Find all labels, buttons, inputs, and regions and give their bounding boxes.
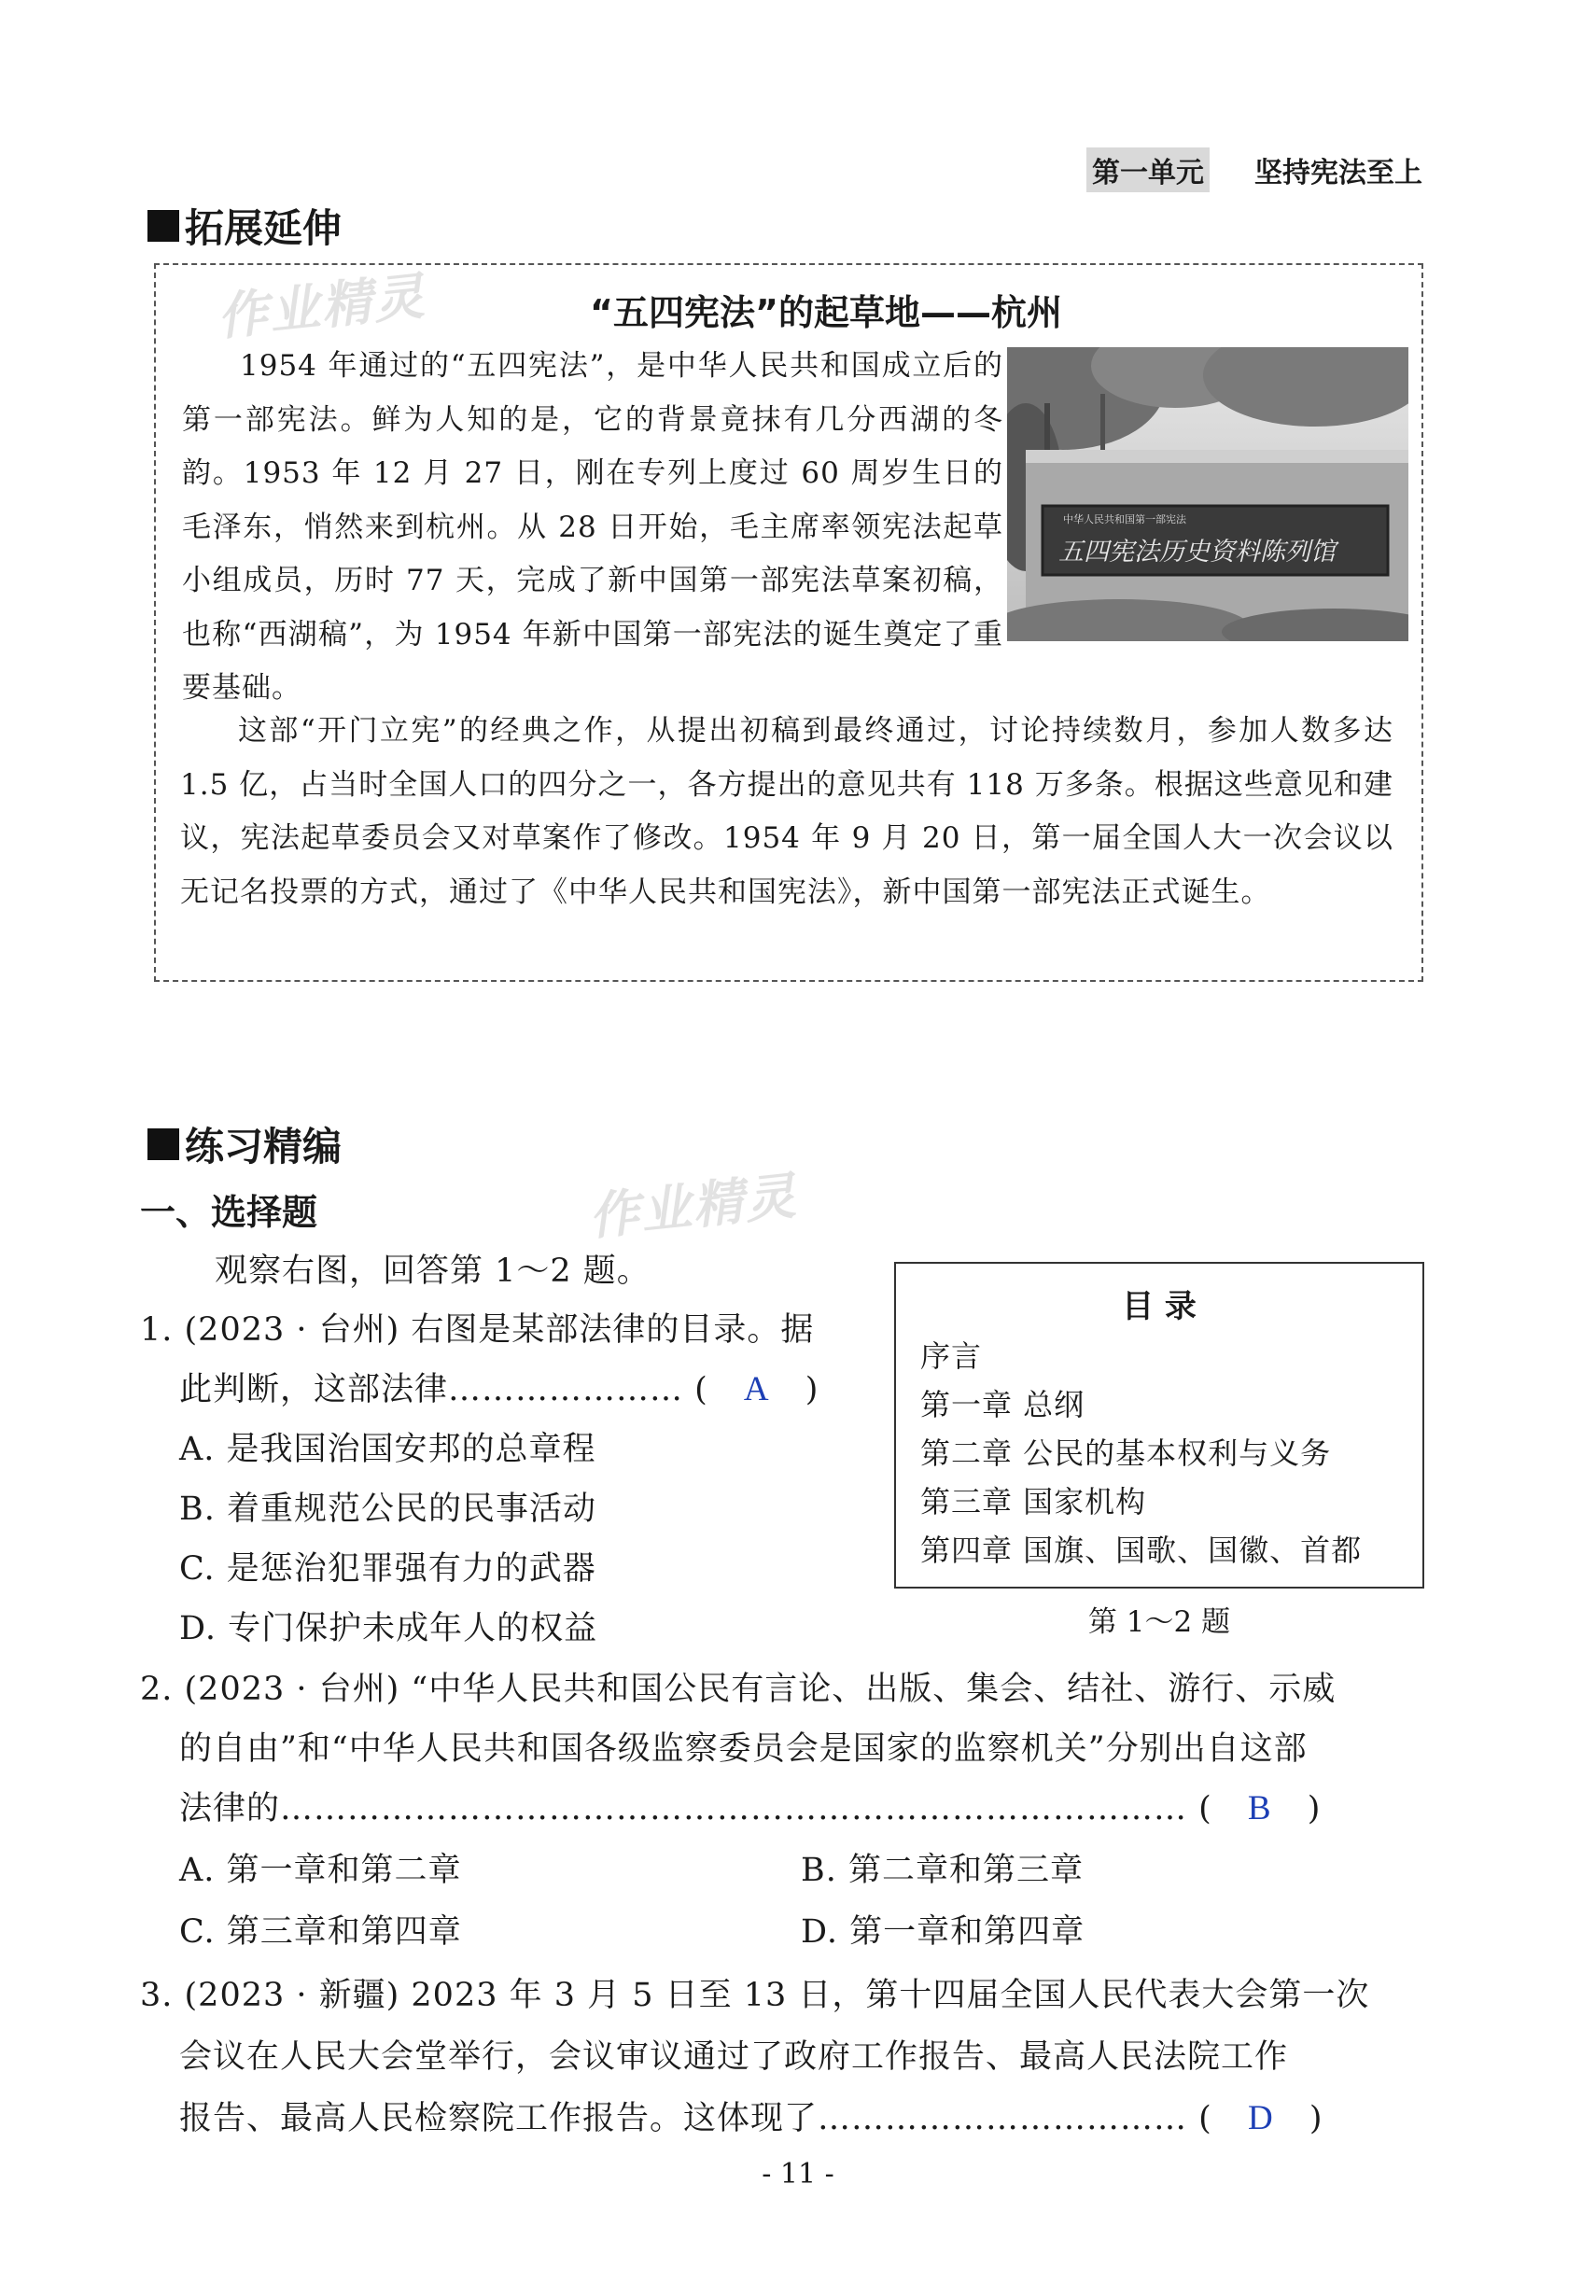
question-intro: 观察右图，回答第 1～2 题。 [215, 1253, 651, 1290]
sign-main-text: 五四宪法历史资料陈列馆 [1058, 538, 1336, 567]
museum-photo [1007, 347, 1408, 641]
q2-stem-end: 法律的……………………………………………………………………… ( [179, 1790, 1212, 1827]
toc-line: 第四章 国旗、国歌、国徽、首都 [920, 1533, 1363, 1568]
q3-line3 [179, 2089, 1323, 2149]
heading-block-icon [147, 1128, 179, 1160]
q3-close-paren: ) [1309, 2100, 1323, 2137]
page-number: - 11 - [762, 2158, 834, 2191]
extension-heading [147, 198, 342, 254]
page-header [1086, 147, 1422, 192]
q1-line2 [179, 1360, 819, 1420]
q3-answer: D [1247, 2099, 1274, 2137]
extension-paragraph-2: 这部“开门立宪”的经典之作，从提出初稿到最终通过，讨论持续数月，参加人数多达 1.5 亿，占当时全国人口的四分之一，各方提出的意见共有 118 万多条。根据这些意见和建议，宪法起草委员会又对草案作了修改。1954 年 9 月 20 日，第一届全国人大一次会议以无记名投票的方式，通过了《中华人民共和国宪法》，新中国第一部宪法正式诞生。 [180, 714, 1393, 909]
watermark-text: 作业精灵 [214, 266, 429, 347]
q2-close-paren: ) [1307, 1790, 1322, 1827]
q1-option-b: B. 着重规范公民的民事活动 [179, 1491, 596, 1528]
toc-box [894, 1262, 1424, 1589]
toc-line: 第一章 总纲 [920, 1387, 1085, 1422]
q2-option-c: C. 第三章和第四章 [179, 1913, 462, 1951]
q1-stem-end: 此判断，这部法律………………… ( [179, 1371, 708, 1408]
q1-option-a: A. 是我国治国安邦的总章程 [179, 1431, 596, 1468]
q2-option-a: A. 第一章和第二章 [179, 1852, 462, 1889]
q2-answer: B [1247, 1789, 1272, 1827]
q3-line1: 3. (2023 · 新疆) 2023 年 3 月 5 日至 13 日，第十四届全国人民代表大会第一次 [140, 1977, 1370, 2014]
q2-option-d: D. 第一章和第四章 [801, 1913, 1085, 1951]
q1-option-d: D. 专门保护未成年人的权益 [179, 1610, 598, 1647]
toc-line: 序言 [920, 1338, 983, 1374]
toc-title: 目 录 [1122, 1288, 1197, 1325]
q2-line1: 2. (2023 · 台州) “中华人民共和国公民有言论、出版、集会、结社、游行、示威 [140, 1671, 1337, 1708]
q2-option-b: B. 第二章和第三章 [801, 1852, 1084, 1889]
practice-heading-text: 练习精编 [185, 1124, 343, 1169]
heading-block-icon [147, 210, 179, 242]
museum-photo-graphic [1007, 347, 1408, 641]
q2-line3 [179, 1779, 1321, 1839]
unit-title: 坚持宪法至上 [1254, 157, 1422, 189]
q1-option-c: C. 是惩治犯罪强有力的武器 [179, 1550, 596, 1588]
q2-line2: 的自由”和“中华人民共和国各级监察委员会是国家的监察机关”分别出自这部 [179, 1730, 1308, 1768]
sign-small-text: 中华人民共和国第一部宪法 [1063, 513, 1186, 525]
q3-line2: 会议在人民大会堂举行，会议审议通过了政府工作报告、最高人民法院工作 [179, 2038, 1289, 2076]
watermark-text: 作业精灵 [585, 1166, 801, 1247]
q3-stem-end: 报告、最高人民检察院工作报告。这体现了…………………………… ( [179, 2100, 1212, 2137]
toc-line: 第二章 公民的基本权利与义务 [920, 1435, 1332, 1471]
toc-line: 第三章 国家机构 [920, 1484, 1147, 1519]
extension-paragraph-1: 1954 年通过的“五四宪法”，是中华人民共和国成立后的第一部宪法。鲜为人知的是，它的背景竟抹有几分西湖的冬韵。1953 年 12 月 27 日，刚在专列上度过 60 周岁生日的毛泽东，悄然来到杭州。从 28 日开始，毛主席率领宪法起草小组成员，历时 77 天，完成了新中国第一部宪法草案初稿，也称“西湖稿”，为 1954 年新中国第一部宪法的诞生奠定了重要基础。 [182, 349, 1003, 705]
practice-heading [147, 1116, 342, 1172]
extension-heading-text: 拓展延伸 [185, 205, 343, 251]
q1-close-paren: ) [805, 1371, 819, 1408]
toc-caption: 第 1～2 题 [1087, 1605, 1231, 1639]
choice-subheading: 一、选择题 [140, 1192, 318, 1233]
q1-line1: 1. (2023 · 台州) 右图是某部法律的目录。据 [140, 1311, 815, 1349]
unit-label: 第一单元 [1086, 147, 1210, 192]
q1-answer: A [743, 1370, 770, 1408]
extension-title: “五四宪法”的起草地——杭州 [590, 292, 1062, 333]
